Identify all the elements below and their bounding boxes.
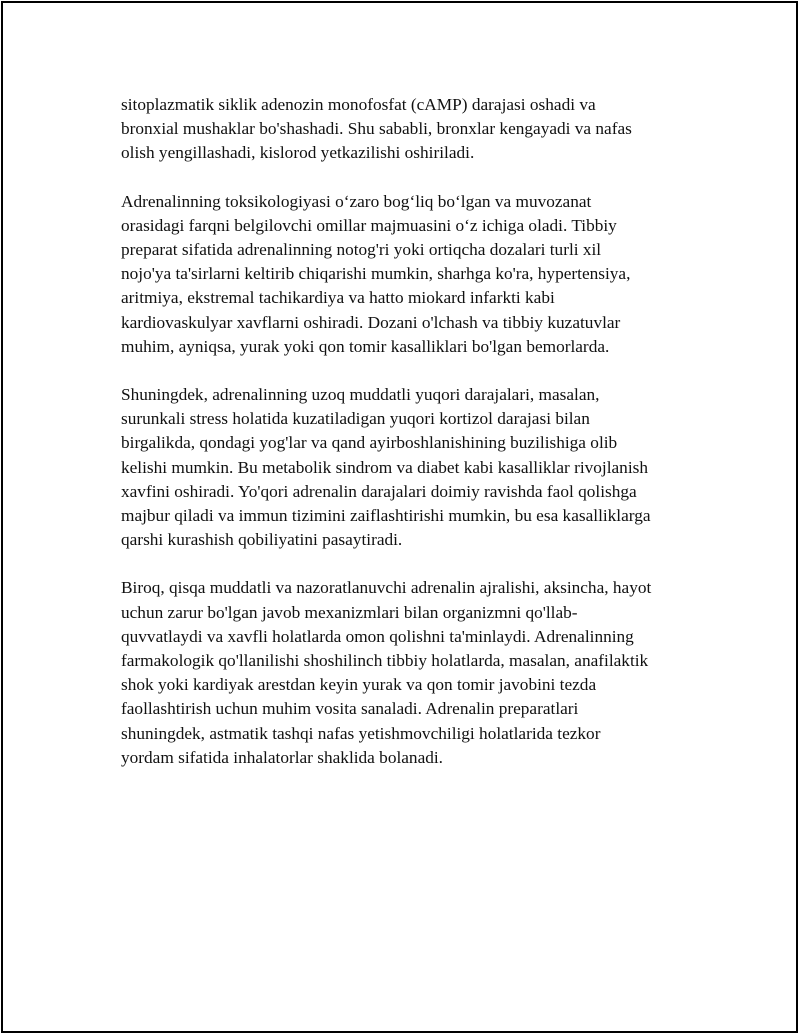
- text-line: orasidagi farqni belgilovchi omillar majmuasini o‘z ichiga oladi. Tibbiy: [121, 215, 617, 235]
- text-line: xavfini oshiradi. Yo'qori adrenalin darajalari doimiy ravishda faol qolishga: [121, 481, 637, 501]
- text-line: kelishi mumkin. Bu metabolik sindrom va diabet kabi kasalliklar rivojlanish: [121, 457, 648, 477]
- text-line: bronxial mushaklar bo'shashadi. Shu sababli, bronxlar kengayadi va nafas: [121, 119, 632, 139]
- text-line: kardiovaskulyar xavflarni oshiradi. Dozani o'lchash va tibbiy kuzatuvlar: [121, 312, 621, 332]
- text-line: qarshi kurashish qobiliyatini pasaytiradi.: [121, 530, 403, 550]
- paragraph-4: [121, 576, 711, 770]
- text-line: nojo'ya ta'sirlarni keltirib chiqarishi mumkin, sharhga ko'ra, hypertensiya,: [121, 264, 631, 284]
- text-line: birgalikda, qondagi yog'lar va qand ayirboshlanishining buzilishiga olib: [121, 433, 618, 453]
- text-line: Adrenalinning toksikologiyasi o‘zaro bog‘liq bo‘lgan va muvozanat: [121, 191, 592, 211]
- text-line: yordam sifatida inhalatorlar shaklida bolanadi.: [121, 747, 443, 767]
- paragraph-2: [121, 190, 711, 359]
- text-line: preparat sifatida adrenalinning notog'ri yoki ortiqcha dozalari turli xil: [121, 240, 602, 260]
- text-line: majbur qiladi va immun tizimini zaiflashtirishi mumkin, bu esa kasalliklarga: [121, 506, 651, 526]
- text-line: quvvatlaydi va xavfli holatlarda omon qolishni ta'minlaydi. Adrenalinning: [121, 626, 634, 646]
- paragraph-3: [121, 383, 711, 552]
- page-frame: [1, 1, 798, 1033]
- text-line: shuningdek, astmatik tashqi nafas yetishmovchiligi holatlarida tezkor: [121, 723, 601, 743]
- text-line: shok yoki kardiyak arestdan keyin yurak va qon tomir javobini tezda: [121, 675, 597, 695]
- text-line: muhim, ayniqsa, yurak yoki qon tomir kasalliklari bo'lgan bemorlarda.: [121, 336, 610, 356]
- text-line: Shuningdek, adrenalinning uzoq muddatli yuqori darajalari, masalan,: [121, 385, 600, 405]
- paragraph-1: [121, 93, 711, 166]
- document-body: [121, 93, 711, 794]
- text-line: aritmiya, ekstremal tachikardiya va hatto miokard infarkti kabi: [121, 288, 555, 308]
- text-line: olish yengillashadi, kislorod yetkazilishi oshiriladi.: [121, 143, 475, 163]
- text-line: Biroq, qisqa muddatli va nazoratlanuvchi adrenalin ajralishi, aksincha, hayot: [121, 578, 652, 598]
- text-line: farmakologik qo'llanilishi shoshilinch tibbiy holatlarda, masalan, anafilaktik: [121, 651, 649, 671]
- text-line: uchun zarur bo'lgan javob mexanizmlari bilan organizmni qo'llab-: [121, 602, 578, 622]
- text-line: sitoplazmatik siklik adenozin monofosfat (cAMP) darajasi oshadi va: [121, 95, 596, 114]
- text-line: faollashtirish uchun muhim vosita sanaladi. Adrenalin preparatlari: [121, 699, 579, 719]
- text-line: surunkali stress holatida kuzatiladigan yuqori kortizol darajasi bilan: [121, 409, 590, 429]
